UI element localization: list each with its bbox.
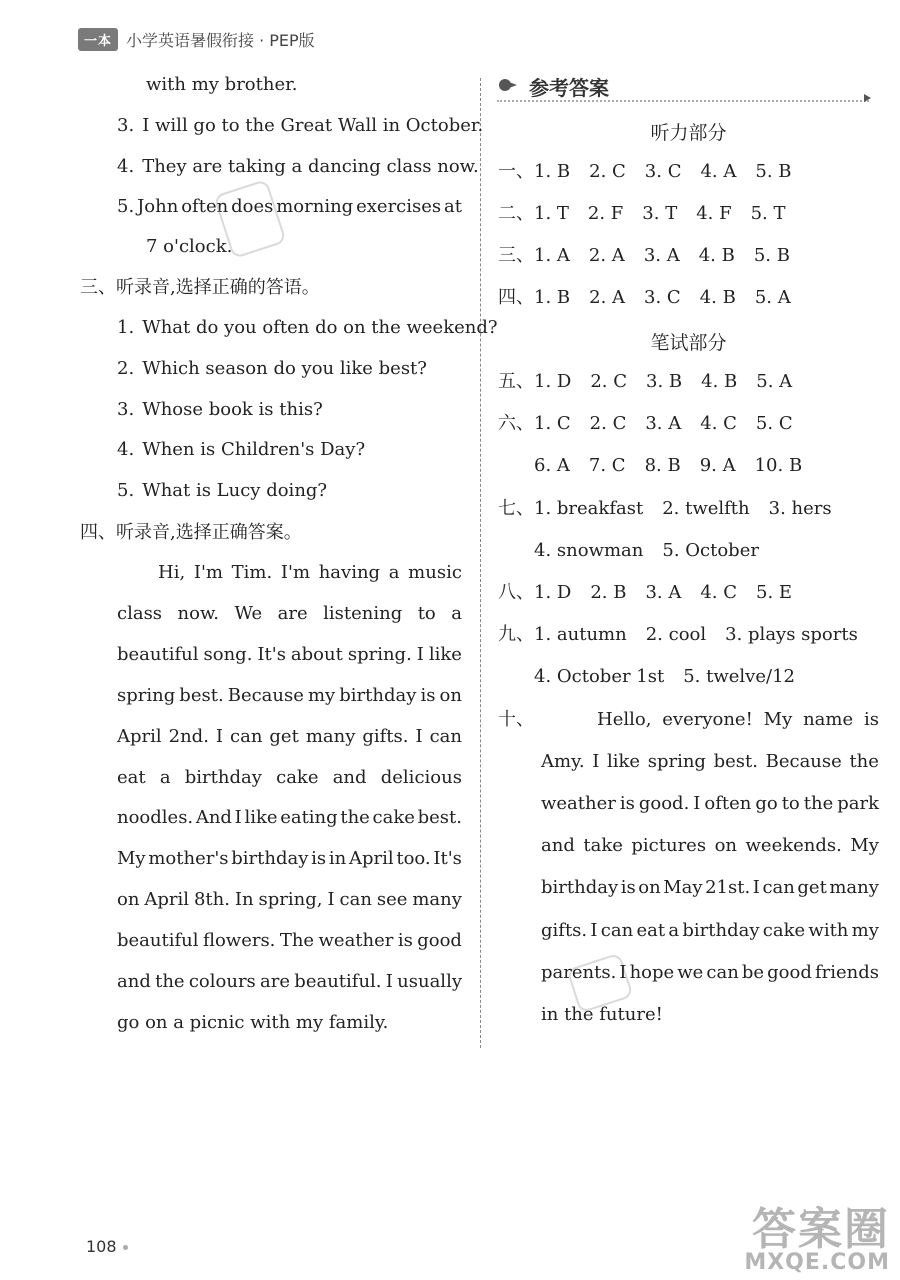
page-header: [78, 26, 315, 52]
word: Hi,: [158, 562, 186, 583]
answer-item: 3. A: [643, 245, 680, 266]
word: my: [307, 684, 336, 706]
list-item: [117, 317, 498, 339]
word: many: [829, 877, 879, 899]
list-item: [146, 236, 232, 258]
word: beautiful.: [294, 971, 382, 992]
answer-item: 1. autumn: [534, 624, 627, 645]
answer-item: 3. C: [644, 287, 681, 308]
word: go: [755, 793, 778, 815]
list-item: [117, 439, 365, 461]
answer-item: 4. F: [696, 203, 732, 224]
answer-key-title: 参考答案: [529, 76, 609, 100]
word: eat: [117, 766, 146, 788]
watermark-cn: 答案圈: [752, 1204, 890, 1255]
answer-item: 7. C: [588, 455, 626, 476]
word: class: [117, 602, 163, 624]
answer-row: [498, 624, 858, 646]
word: Amy.: [541, 751, 585, 773]
item-number: 3.: [117, 398, 135, 420]
word: Hello,: [597, 709, 652, 730]
item-text: Which season do you like best?: [142, 357, 427, 379]
word: I'm: [280, 562, 311, 583]
heading-text: 四、听录音,选择正确答案。: [80, 522, 302, 543]
passage-line: [117, 971, 462, 993]
word: can: [339, 889, 372, 911]
word: take: [583, 835, 623, 857]
word: get: [269, 725, 299, 747]
word: and: [117, 971, 151, 992]
word: hope: [629, 961, 675, 983]
passage-line: [117, 889, 462, 911]
word: on: [714, 835, 738, 857]
word: on: [117, 889, 140, 911]
word: I: [416, 643, 424, 665]
answer-item: 5. October: [662, 540, 759, 561]
word: May: [663, 877, 703, 899]
answer-label: 六、: [498, 413, 534, 434]
answer-row: [498, 161, 792, 183]
word: It's: [257, 643, 286, 665]
word: can: [762, 877, 795, 899]
word: cake: [372, 807, 415, 829]
word: The: [279, 930, 315, 952]
word: 2nd.: [168, 725, 209, 747]
word: go on a picnic with my family.: [117, 1011, 389, 1033]
word: a: [451, 602, 462, 624]
answer-item: 5. E: [756, 582, 793, 603]
word: April: [348, 848, 394, 870]
answer-label: 一、: [498, 161, 534, 182]
word: can: [429, 725, 462, 747]
word: now.: [177, 602, 219, 624]
passage-line: [541, 1004, 663, 1026]
passage-line: [541, 793, 879, 815]
word: can: [600, 919, 634, 941]
word: April: [117, 725, 162, 747]
passage-line: [541, 920, 879, 942]
word: the: [340, 807, 370, 829]
answer-row: [498, 371, 792, 393]
word: I: [327, 889, 335, 911]
passage-line: [541, 751, 879, 773]
item-number: 1.: [117, 317, 135, 338]
word: best.: [417, 807, 462, 829]
answer-label: 二、: [498, 203, 534, 224]
answer-label: 五、: [498, 371, 534, 392]
answer-item: 1. B: [534, 287, 571, 308]
word: often: [181, 196, 229, 217]
watermark-en: MXQE.COM: [744, 1250, 890, 1275]
word: best.: [713, 751, 758, 773]
passage-line: [117, 644, 462, 666]
item-number: 5.: [117, 196, 135, 217]
answer-item: 1. C: [534, 413, 571, 434]
list-item: [117, 115, 483, 137]
word: John: [137, 196, 179, 217]
brand-badge: 一本: [78, 28, 118, 51]
section-heading: [80, 277, 320, 299]
answer-item: 5. B: [753, 245, 790, 266]
word: is: [397, 930, 413, 952]
book-title: 小学英语暑假衔接 · PEP版: [126, 30, 315, 50]
word: at: [444, 196, 462, 217]
word: It's: [433, 848, 462, 870]
word: many: [305, 725, 356, 747]
dot-icon: [123, 1245, 128, 1250]
list-item: [117, 196, 462, 218]
answer-row: [534, 455, 802, 477]
answer-item: 1. D: [534, 371, 572, 392]
answer-item: 4. October 1st: [534, 666, 665, 687]
word: cake: [762, 919, 806, 941]
word: having: [318, 562, 381, 583]
answer-item: 3. B: [646, 371, 683, 392]
word: eating: [280, 807, 338, 829]
word: colours: [188, 971, 256, 992]
item-text: with my brother.: [146, 74, 298, 95]
answer-item: 1. B: [534, 161, 571, 182]
word: often: [704, 793, 752, 815]
answer-item: 1. T: [534, 203, 569, 224]
word: see: [376, 889, 408, 911]
word: gifts.: [541, 919, 588, 941]
word: the: [155, 971, 185, 992]
passage-line: [541, 877, 879, 899]
answer-row: [498, 287, 791, 309]
answer-row: [498, 413, 793, 435]
word: are: [260, 971, 291, 992]
item-number: 4.: [117, 439, 135, 461]
word: gifts.: [362, 725, 409, 747]
word: cake: [276, 766, 319, 788]
word: weather: [541, 793, 616, 815]
answer-item: 5. twelve/12: [683, 666, 795, 687]
passage-line: [117, 726, 462, 748]
word: usually: [397, 971, 462, 992]
answer-item: 4. C: [700, 413, 737, 434]
passage-line: [541, 835, 879, 857]
word: I: [752, 877, 760, 899]
word: is: [620, 877, 636, 899]
word: the: [803, 793, 834, 815]
answer-item: 8. B: [644, 455, 681, 476]
word: is: [420, 684, 436, 706]
answer-row: [534, 666, 795, 688]
word: with: [808, 919, 849, 941]
word: parents.: [541, 961, 617, 983]
word: song.: [203, 643, 253, 665]
answer-item: 2. C: [589, 413, 627, 434]
answer-label: 八、: [498, 582, 534, 603]
word: I'm: [193, 562, 223, 583]
word: to: [781, 793, 800, 815]
word: about: [290, 643, 343, 665]
answer-item: 2. B: [590, 582, 627, 603]
word: I: [415, 725, 423, 747]
page-number: [86, 1237, 128, 1256]
word: Because: [765, 751, 842, 773]
word: like: [606, 751, 641, 773]
word: good.: [638, 793, 690, 815]
word: I: [693, 793, 701, 815]
word: like: [244, 807, 278, 829]
answer-item: 3. T: [642, 203, 678, 224]
list-item: [117, 358, 427, 380]
answer-item: 1. breakfast: [534, 498, 644, 519]
word: is: [311, 848, 327, 870]
answer-item: 4. C: [700, 582, 738, 603]
list-item: [117, 399, 323, 421]
passage-line: [117, 603, 462, 625]
word: in: [328, 848, 347, 870]
answer-item: 3. C: [644, 161, 682, 182]
passage-line: [158, 562, 462, 584]
answer-label: [498, 709, 534, 731]
word: and: [332, 766, 367, 788]
word: is: [863, 709, 879, 730]
page-number-text: 108: [86, 1237, 117, 1256]
word: spring: [647, 751, 706, 773]
word: 21st.: [705, 877, 751, 899]
word: My: [117, 848, 146, 870]
item-number: 5.: [117, 480, 135, 502]
word: Because: [227, 684, 304, 706]
column-divider: [480, 78, 481, 1048]
list-item: [117, 480, 327, 502]
answer-item: 1. D: [534, 582, 572, 603]
word: pictures: [631, 835, 707, 857]
passage-line: [117, 807, 462, 829]
word: spring.: [347, 643, 412, 665]
word: spring: [117, 684, 176, 706]
answer-item: 5. C: [755, 413, 793, 434]
word: beautiful: [117, 643, 199, 665]
word: delicious: [380, 766, 462, 788]
word: eat: [636, 919, 666, 941]
word: my: [851, 919, 879, 941]
item-number: 3.: [117, 115, 135, 136]
word: I: [385, 971, 393, 992]
item-text: I will go to the Great Wall in October.: [142, 115, 484, 136]
heading-text: 三、听录音,选择正确的答语。: [80, 277, 320, 298]
answer-item: 9. A: [699, 455, 736, 476]
word: noodles.: [117, 807, 194, 829]
word: My: [850, 835, 879, 857]
word: be: [741, 961, 765, 983]
passage-line: [117, 685, 462, 707]
word: are: [277, 602, 308, 624]
answer-row: [498, 582, 792, 604]
word: My: [763, 709, 793, 730]
passage-line: [117, 767, 462, 789]
passage-line: [117, 1012, 388, 1034]
answer-item: 5. B: [755, 161, 792, 182]
passage-line: [541, 962, 879, 984]
word: I: [590, 919, 598, 941]
answer-item: 4. A: [700, 161, 737, 182]
listening-section-title: 听力部分: [650, 122, 727, 144]
word: music: [408, 562, 462, 583]
word: too.: [396, 848, 431, 870]
word: and: [541, 835, 575, 857]
word: good: [767, 961, 812, 983]
answer-item: 2. A: [589, 287, 626, 308]
passage-line: [597, 709, 879, 731]
word: to: [417, 602, 436, 624]
answer-label: 九、: [498, 624, 534, 645]
answer-item: 3. plays sports: [725, 624, 858, 645]
word: In: [234, 889, 254, 911]
answer-label-text: 十、: [498, 709, 534, 730]
word: a: [388, 562, 400, 583]
word: birthday: [682, 919, 760, 941]
answer-item: 6. A: [534, 455, 570, 476]
item-text: Whose book is this?: [142, 398, 323, 420]
word: on: [439, 684, 462, 706]
word: best.: [179, 684, 224, 706]
word: We: [234, 602, 263, 624]
triangle-icon: [864, 94, 871, 102]
word: beautiful: [117, 930, 199, 952]
word: spring,: [258, 889, 323, 911]
word: we: [677, 961, 704, 983]
answer-item: 1. A: [534, 245, 570, 266]
word: does: [231, 196, 274, 217]
word: many: [412, 889, 462, 911]
answer-row: [498, 245, 790, 267]
word: listening: [323, 602, 403, 624]
word: get: [797, 877, 827, 899]
word: a: [159, 766, 171, 788]
word: birthday: [231, 848, 309, 870]
word: I: [215, 725, 224, 747]
answer-item: 4. B: [698, 245, 735, 266]
writing-section-title: 笔试部分: [650, 332, 727, 354]
answer-item: 3. A: [645, 413, 682, 434]
word: birthday: [184, 766, 262, 788]
word: I: [619, 961, 627, 983]
answer-row: [498, 498, 832, 520]
answer-key-heading: [497, 72, 869, 102]
answer-item: 4. B: [699, 287, 736, 308]
answer-label: 四、: [498, 287, 534, 308]
answer-label: 七、: [498, 498, 534, 519]
answer-item: 5. A: [754, 287, 791, 308]
word: good: [417, 930, 462, 952]
word: friends: [814, 961, 879, 983]
answer-item: 2. F: [587, 203, 624, 224]
answer-item: 3. A: [645, 582, 682, 603]
word: morning: [276, 196, 354, 217]
answer-row: [498, 203, 786, 225]
answer-item: 5. A: [756, 371, 793, 392]
word: like: [428, 643, 462, 665]
answer-item: 2. C: [589, 161, 626, 182]
list-item: [146, 74, 297, 96]
passage-line: [117, 848, 462, 870]
word: flowers.: [202, 930, 276, 952]
word: And: [195, 807, 232, 829]
answer-item: 5. T: [750, 203, 786, 224]
passage-line: [117, 930, 462, 952]
word: in the future!: [541, 1003, 663, 1025]
answer-item: 3. hers: [768, 498, 832, 519]
item-number: 2.: [117, 357, 135, 379]
word: I: [234, 807, 242, 829]
item-text: What do you often do on the weekend?: [142, 317, 498, 338]
answer-item: 10. B: [754, 455, 803, 476]
answer-item: 2. C: [590, 371, 627, 392]
answer-row: [534, 540, 759, 562]
section-heading: [80, 522, 302, 544]
list-item: [117, 156, 479, 178]
word: mother's: [148, 848, 229, 870]
word: Tim.: [231, 562, 273, 583]
item-text: They are taking a dancing class now.: [142, 156, 479, 177]
word: weekends.: [745, 835, 842, 857]
word: can: [706, 961, 739, 983]
item-number: 4.: [117, 156, 135, 177]
answer-item: 2. twelfth: [662, 498, 750, 519]
word: birthday: [541, 877, 619, 899]
word: park: [837, 793, 879, 815]
word: April: [144, 889, 190, 911]
site-watermark: [744, 1204, 890, 1275]
answer-item: 4. snowman: [534, 540, 644, 561]
answer-label: 三、: [498, 245, 534, 266]
answer-item: 2. A: [588, 245, 625, 266]
item-text: When is Children's Day?: [142, 439, 366, 461]
answer-item: 2. cool: [645, 624, 707, 645]
word: exercises: [356, 196, 442, 217]
word: can: [230, 725, 263, 747]
word: a: [668, 919, 680, 941]
answer-item: 4. B: [701, 371, 738, 392]
word: is: [619, 793, 635, 815]
word: birthday: [339, 684, 417, 706]
word: 8th.: [193, 889, 230, 911]
word: weather: [318, 930, 394, 952]
word: I: [592, 751, 600, 773]
item-text: What is Lucy doing?: [142, 480, 328, 502]
word: name: [803, 709, 854, 730]
item-text: 7 o'clock.: [146, 236, 233, 257]
bullet-icon: [499, 79, 511, 91]
word: on: [638, 877, 661, 899]
word: the: [849, 751, 879, 773]
word: everyone!: [662, 709, 753, 730]
